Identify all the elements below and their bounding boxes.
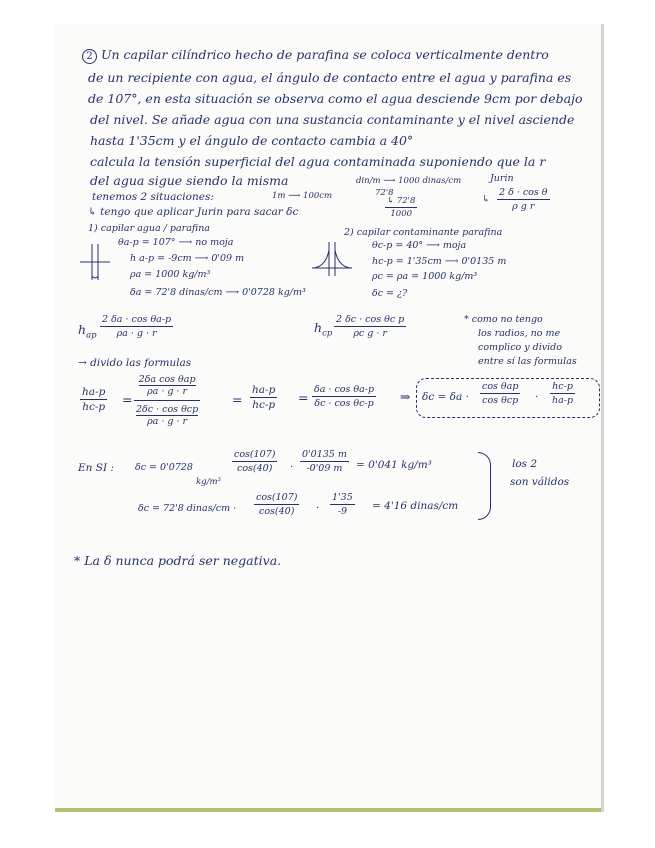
result-lhs: δc = δa ·	[422, 391, 469, 403]
cgs-fraction-1: cos(107) cos(40)	[256, 492, 298, 517]
compound-numerator: 2δa cos θap ρa · g · r	[138, 374, 196, 397]
jurin-case1: 2 δa · cos θa-p ρa · g · r	[102, 314, 172, 339]
ratio-3: δa · cos θa-p δc · cos θc-p	[314, 384, 375, 409]
jurin-arrow: ↳	[482, 194, 490, 205]
si-gamma-unit: kg/m³	[196, 477, 221, 487]
conversion-value: 72'8	[375, 188, 394, 198]
jurin-case2: 2 δc · cos θc p ρc g · r	[336, 314, 405, 339]
case1-title: 1) capilar agua / parafina	[88, 223, 210, 234]
compound-denominator: 2δc · cos θcp ρa · g · r	[136, 404, 199, 427]
compound-fraction	[134, 374, 200, 427]
result-fraction-1: cos θap cos θcp	[482, 381, 519, 406]
times-sign: ·	[535, 391, 539, 403]
problem-line-5: hasta 1'35cm y el ángulo de contacto cambia a 40°	[90, 133, 414, 148]
equals-sign-3: =	[298, 390, 309, 405]
cgs-times: ·	[316, 502, 320, 514]
unit-conversion: 1m ⟶ 100cm	[272, 191, 333, 201]
cgs-gamma: δc = 72'8 dinas/cm ·	[138, 503, 237, 514]
case2-title: 2) capilar contaminante parafina	[344, 227, 503, 238]
h2-label: $h_{cp}$	[314, 320, 333, 339]
ratio-2: ha-p hc-p	[252, 384, 276, 411]
jurin-formula: 2 δ · cos θ ρ g r	[499, 187, 548, 212]
ratio-lhs: ha-p hc-p	[82, 386, 106, 413]
side-note-3: complico y divido	[478, 342, 562, 353]
si-fraction-1: cos(107) cos(40)	[234, 449, 276, 474]
problem-line-3: de 107°, en esta situación se observa como el agua desciende 9cm por debajo	[88, 91, 583, 106]
case1-height: h a-p = -9cm ⟶ 0'09 m	[130, 253, 245, 264]
si-label: En SI :	[78, 462, 114, 474]
case2-angle: θc-p = 40° ⟶ moja	[372, 240, 467, 251]
case2-tension: δc = ¿?	[372, 288, 408, 299]
case1-angle: θa-p = 107° ⟶ no moja	[118, 237, 234, 248]
validity-note-1: los 2	[512, 458, 538, 470]
jurin-label: Jurin	[490, 173, 514, 184]
case1-tension: δa = 72'8 dinas/cm ⟶ 0'0728 kg/m³	[130, 287, 306, 298]
equals-sign-1: =	[122, 392, 133, 407]
h1-label: $h_{ap}$	[78, 322, 97, 341]
problem-line-7: del agua sigue siendo la misma	[90, 173, 289, 188]
situations-intro-2: ↳ tengo que aplicar Jurin para sacar δc	[88, 206, 299, 218]
side-note-4: entre sí las formulas	[478, 356, 577, 367]
validity-note-2: son válidos	[510, 476, 570, 488]
situations-intro: tenemos 2 situaciones:	[92, 191, 214, 203]
side-note-2: los radios, no me	[478, 328, 561, 339]
divide-formulas-text: → divido las formulas	[78, 357, 192, 369]
case2-height: hc-p = 1'35cm ⟶ 0'0135 m	[372, 256, 507, 267]
si-result: = 0'041 kg/m³	[356, 459, 432, 471]
si-times: ·	[290, 461, 294, 473]
cgs-result: = 4'16 dinas/cm	[372, 500, 459, 512]
problem-number: 2	[82, 49, 97, 64]
si-gamma: δc = 0'0728	[135, 462, 193, 473]
capillary-sketch-2	[312, 240, 352, 280]
conversion-fraction: ↳ 72'8 1000	[387, 196, 416, 219]
case2-density: ρc = ρa = 1000 kg/m³	[372, 271, 478, 282]
conversion-note: din/m ⟶ 1000 dinas/cm	[356, 176, 462, 186]
capillary-sketch-1	[80, 240, 110, 290]
result-fraction-2: hc-p ha-p	[552, 381, 574, 406]
side-note-1: * como no tengo	[464, 314, 543, 325]
implies-arrow: ⇒	[400, 389, 411, 404]
problem-line-1: 2 Un capilar cilíndrico hecho de parafina se coloca verticalmente dentro	[82, 47, 549, 64]
si-fraction-2: 0'0135 m -0'09 m	[302, 449, 347, 474]
cgs-fraction-2: 1'35 -9	[332, 492, 353, 517]
equals-sign-2: =	[232, 392, 243, 407]
conclusion-note: * La δ nunca podrá ser negativa.	[74, 553, 282, 568]
case1-density: ρa = 1000 kg/m³	[130, 269, 211, 280]
problem-line-2: de un recipiente con agua, el ángulo de contacto entre el agua y parafina es	[88, 70, 572, 85]
page-bottom-edge	[55, 808, 601, 812]
validity-brace	[478, 452, 491, 520]
problem-line-4: del nivel. Se añade agua con una sustancia contaminante y el nivel asciende	[90, 112, 575, 127]
problem-line-6: calcula la tensión superficial del agua contaminada suponiendo que la r	[90, 154, 546, 169]
